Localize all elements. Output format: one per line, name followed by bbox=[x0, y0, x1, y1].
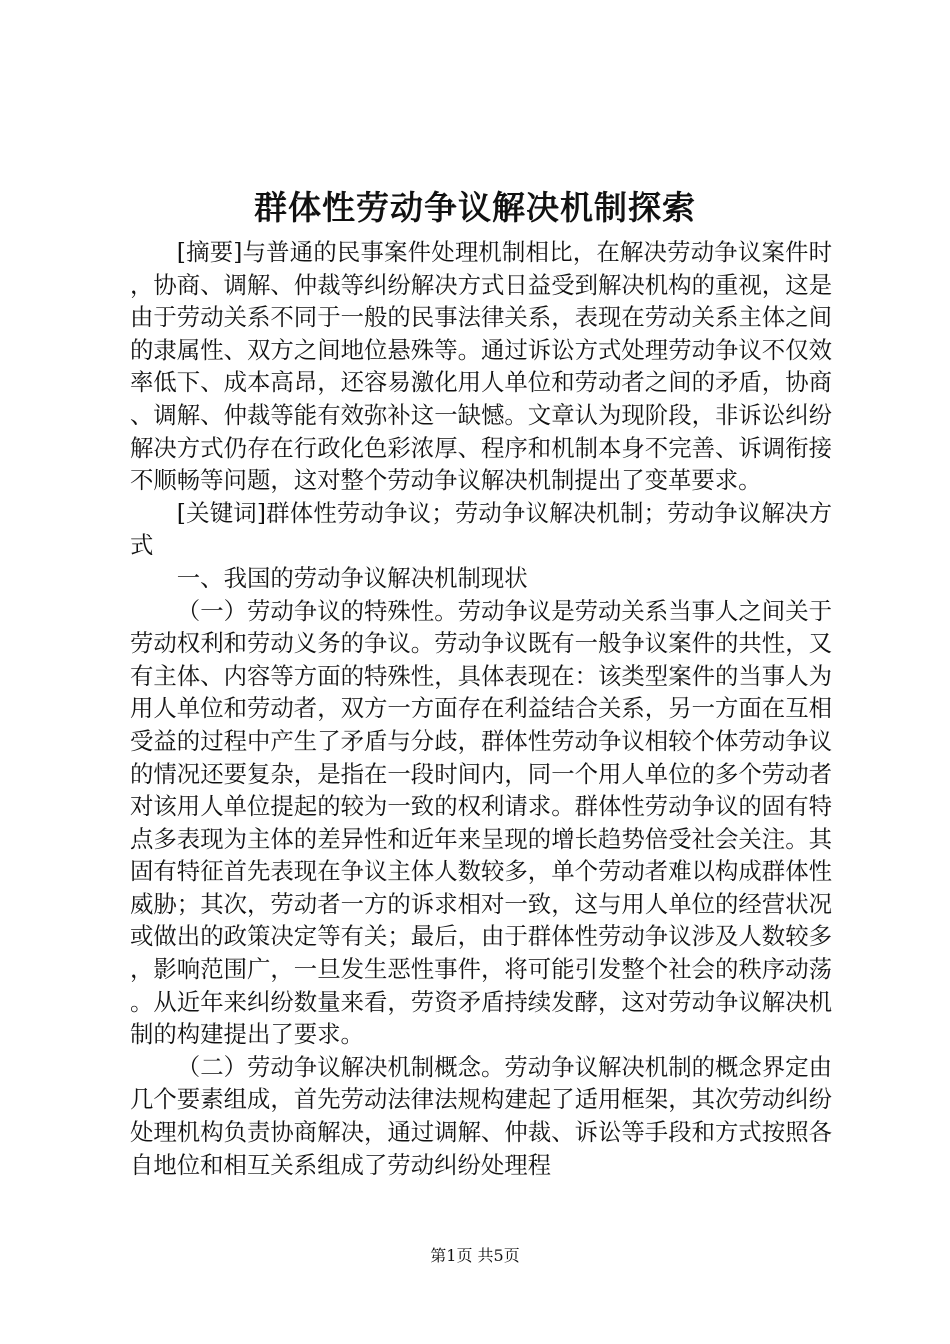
keywords-paragraph: [关键词]群体性劳动争议；劳动争议解决机制；劳动争议解决方式 bbox=[130, 498, 832, 560]
abstract-paragraph: [摘要]与普通的民事案件处理机制相比，在解决劳动争议案件时，协商、调解、仲裁等纠纷解决方式日益受到解决机构的重视，这是由于劳动关系不同于一般的民事法律关系，表现在劳动关系主体之间的隶属性、双方之间地位悬殊等。通过诉讼方式处理劳动争议不仅效率低下、成本高昂，还容易激化用人单位和劳动者之间的矛盾，协商、调解、仲裁等能有效弥补这一缺憾。文章认为现阶段，非诉讼纠纷解决方式仍存在行政化色彩浓厚、程序和机制本身不完善、诉调衔接不顺畅等问题，这对整个劳动争议解决机制提出了变革要求。 bbox=[130, 238, 832, 495]
body-paragraph: （一）劳动争议的特殊性。劳动争议是劳动关系当事人之间关于劳动权利和劳动义务的争议。劳动争议既有一般争议案件的共性，又有主体、内容等方面的特殊性，具体表现在：该类型案件的当事人为用人单位和劳动者，双方一方面存在利益结合关系，另一方面在互相受益的过程中产生了矛盾与分歧，群体性劳动争议相较个体劳动争议的情况还要复杂，是指在一段时间内，同一个用人单位的多个劳动者对该用人单位提起的较为一致的权利请求。群体性劳动争议的固有特点多表现为主体的差异性和近年来呈现的增长趋势倍受社会关注。其固有特征首先表现在争议主体人数较多，单个劳动者难以构成群体性威胁；其次，劳动者一方的诉求相对一致，这与用人单位的经营状况或做出的政策决定等有关；最后，由于群体性劳动争议涉及人数较多，影响范围广，一旦发生恶性事件，将可能引发整个社会的秩序动荡。从近年来纠纷数量来看，劳资矛盾持续发酵，这对劳动争议解决机制的构建提出了要求。 bbox=[130, 596, 832, 1049]
body-paragraph: （二）劳动争议解决机制概念。劳动争议解决机制的概念界定由几个要素组成，首先劳动法律法规构建起了适用框架，其次劳动纠纷处理机构负责协商解决，通过调解、仲裁、诉讼等手段和方式按照各自地位和相互关系组成了劳动纠纷处理程 bbox=[130, 1052, 832, 1179]
section-heading: 一、我国的劳动争议解决机制现状 bbox=[176, 563, 528, 592]
page-footer: 第1页 共5页 bbox=[430, 1246, 520, 1265]
document-title: 群体性劳动争议解决机制探索 bbox=[254, 188, 696, 227]
document-body bbox=[130, 236, 832, 1181]
